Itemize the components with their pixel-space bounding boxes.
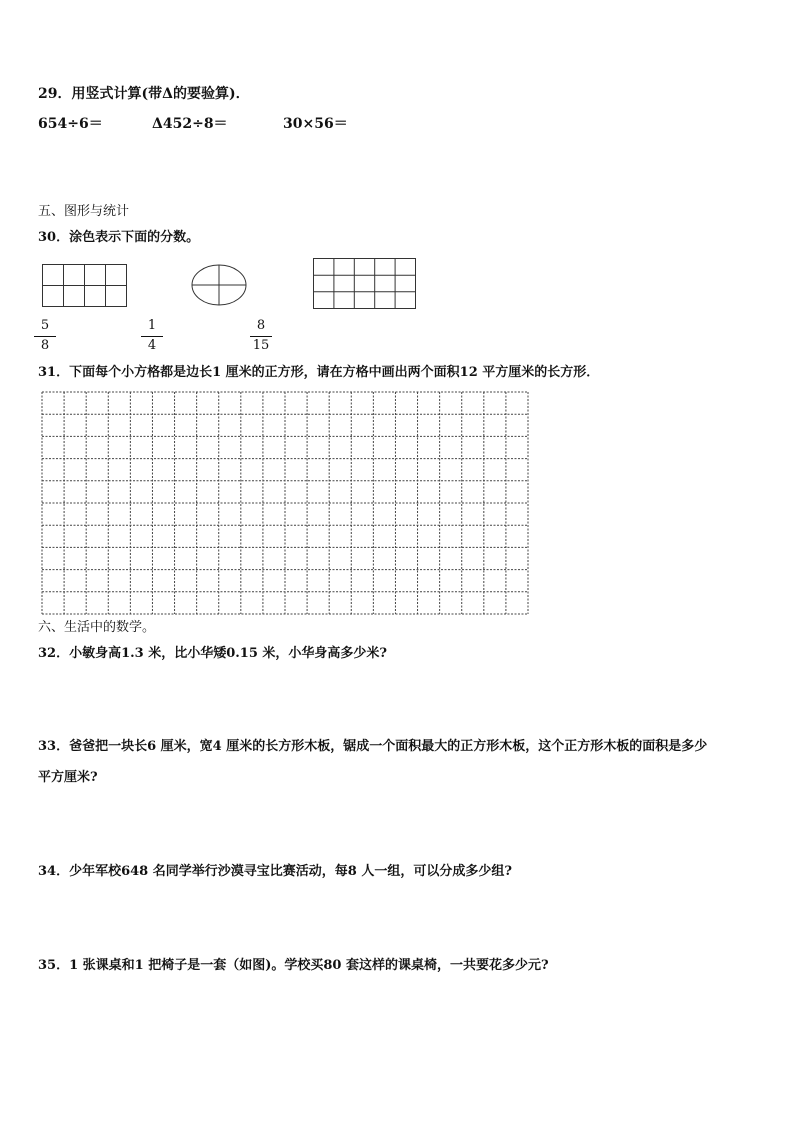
circle-quarters[interactable] [191,264,247,306]
fraction-five-eighths [34,318,56,354]
q32-text: 32．小敏身高1.3 米，比小华矮0.15 米，小华身高多少米? [38,646,388,661]
q31-title: 31．下面每个小方格都是边长1 厘米的正方形，请在方格中画出两个面积12 平方厘米的长方形． [38,365,600,380]
q35-text: 35．1 张课桌和1 把椅子是一套（如图)。学校买80 套这样的课桌椅，一共要花多少元? [38,958,549,973]
fraction-numerator: 5 [40,318,50,333]
dotted-square-grid[interactable] [41,391,529,615]
rect-grid-3x5[interactable] [313,258,417,310]
fraction-denominator: 15 [252,338,270,353]
fraction-numerator: 8 [256,318,266,333]
section-5-heading: 五、图形与统计 [38,204,130,219]
q34-text: 34．少年军校648 名同学举行沙漠寻宝比赛活动，每8 人一组，可以分成多少组? [38,864,512,879]
fraction-denominator: 4 [147,338,157,353]
q29-problem-1: 654÷6＝ [38,116,103,132]
fraction-eight-fifteenths [250,318,272,354]
q29-title: 29．用竖式计算(带Δ的要验算)． [38,86,250,102]
fraction-bar [141,336,163,337]
fraction-denominator: 8 [40,338,50,353]
section-6-heading: 六、生活中的数学。 [38,620,156,635]
q33-text-line-1: 33．爸爸把一块长6 厘米，宽4 厘米的长方形木板，锯成一个面积最大的正方形木板，这个正方形木板的面积是多少 [38,739,708,754]
q30-title: 30．涂色表示下面的分数。 [38,230,200,245]
rect-grid-2x4[interactable] [42,264,128,308]
fraction-one-quarter [141,318,163,354]
q33-text-line-2: 平方厘米? [38,770,98,785]
q29-problem-2: Δ452÷8＝ [152,116,228,132]
fraction-bar [250,336,272,337]
fraction-numerator: 1 [147,318,157,333]
fraction-bar [34,336,56,337]
q29-problem-3: 30×56＝ [283,116,348,132]
